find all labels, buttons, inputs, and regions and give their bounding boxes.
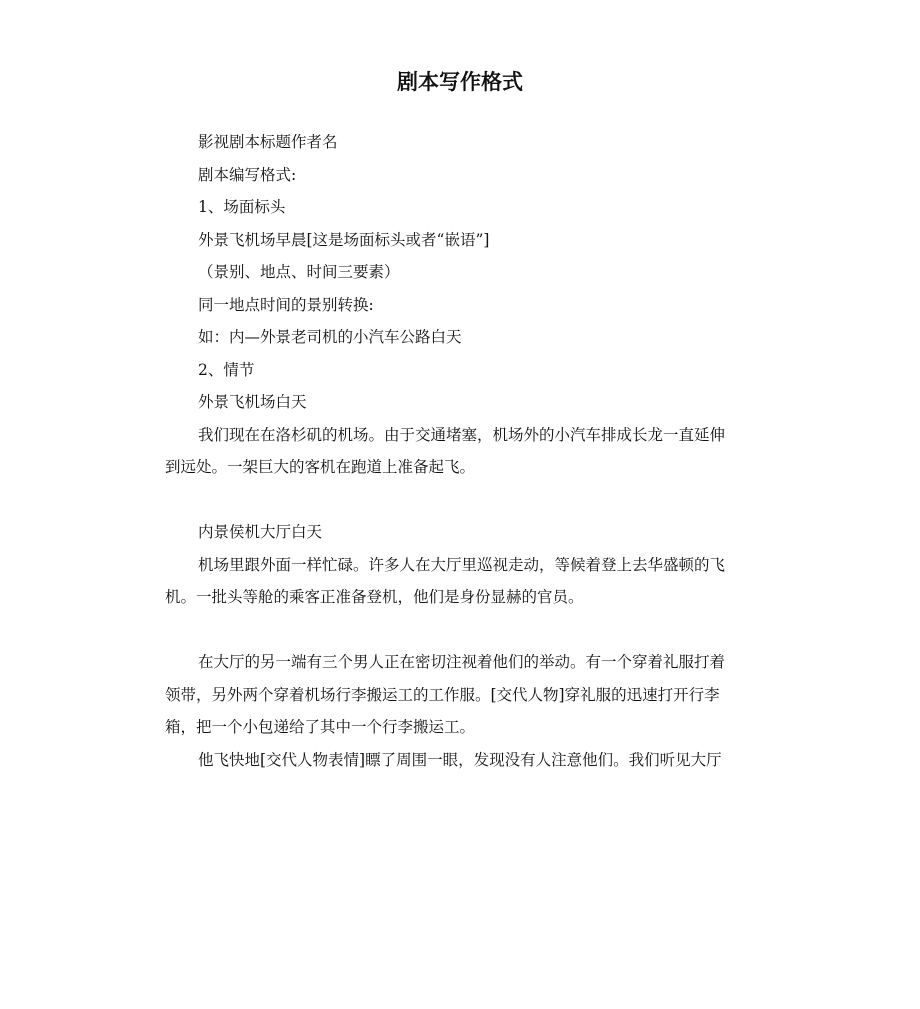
text-line: 我们现在在洛杉矶的机场。由于交通堵塞，机场外的小汽车排成长龙一直延伸: [198, 425, 726, 444]
text-line: 他飞快地[交代人物表情]瞟了周围一眼，发现没有人注意他们。我们听见大厅: [198, 750, 722, 769]
blank-line: [165, 486, 765, 519]
text-line: 2、情节: [198, 360, 255, 379]
text-line: 机。一批头等舱的乘客正准备登机，他们是身份显赫的官员。: [165, 588, 584, 606]
text-line: 剧本编写格式:: [198, 165, 297, 184]
text-line: 内景侯机大厅白天: [198, 523, 323, 541]
text-line: 领带，另外两个穿着机场行李搬运工的工作服。[交代人物]穿礼服的迅速打开行李: [165, 685, 720, 704]
text-line: 1、场面标头: [198, 198, 286, 216]
text-line: 在大厅的另一端有三个男人正在密切注视着他们的举动。有一个穿着礼服打着: [198, 653, 726, 671]
text-line: 同一地点时间的景别转换:: [198, 295, 374, 314]
blank-line: [165, 616, 765, 649]
document-title: 剧本写作格式: [397, 70, 523, 94]
text-line: 影视剧本标题作者名: [198, 133, 338, 151]
text-line: 箱，把一个小包递给了其中一个行李搬运工。: [165, 718, 476, 736]
document-body: [165, 128, 765, 778]
text-line: （景别、地点、时间三要素）: [198, 263, 400, 281]
text-line: 到远处。一架巨大的客机在跑道上准备起飞。: [165, 458, 476, 476]
text-line: 外景飞机场早晨[这是场面标头或者“嵌语”]: [198, 230, 490, 249]
text-line: 如：内—外景老司机的小汽车公路白天: [198, 328, 462, 346]
text-line: 机场里跟外面一样忙碌。许多人在大厅里巡视走动，等候着登上去华盛顿的飞: [198, 555, 726, 574]
text-line: 外景飞机场白天: [198, 393, 307, 411]
